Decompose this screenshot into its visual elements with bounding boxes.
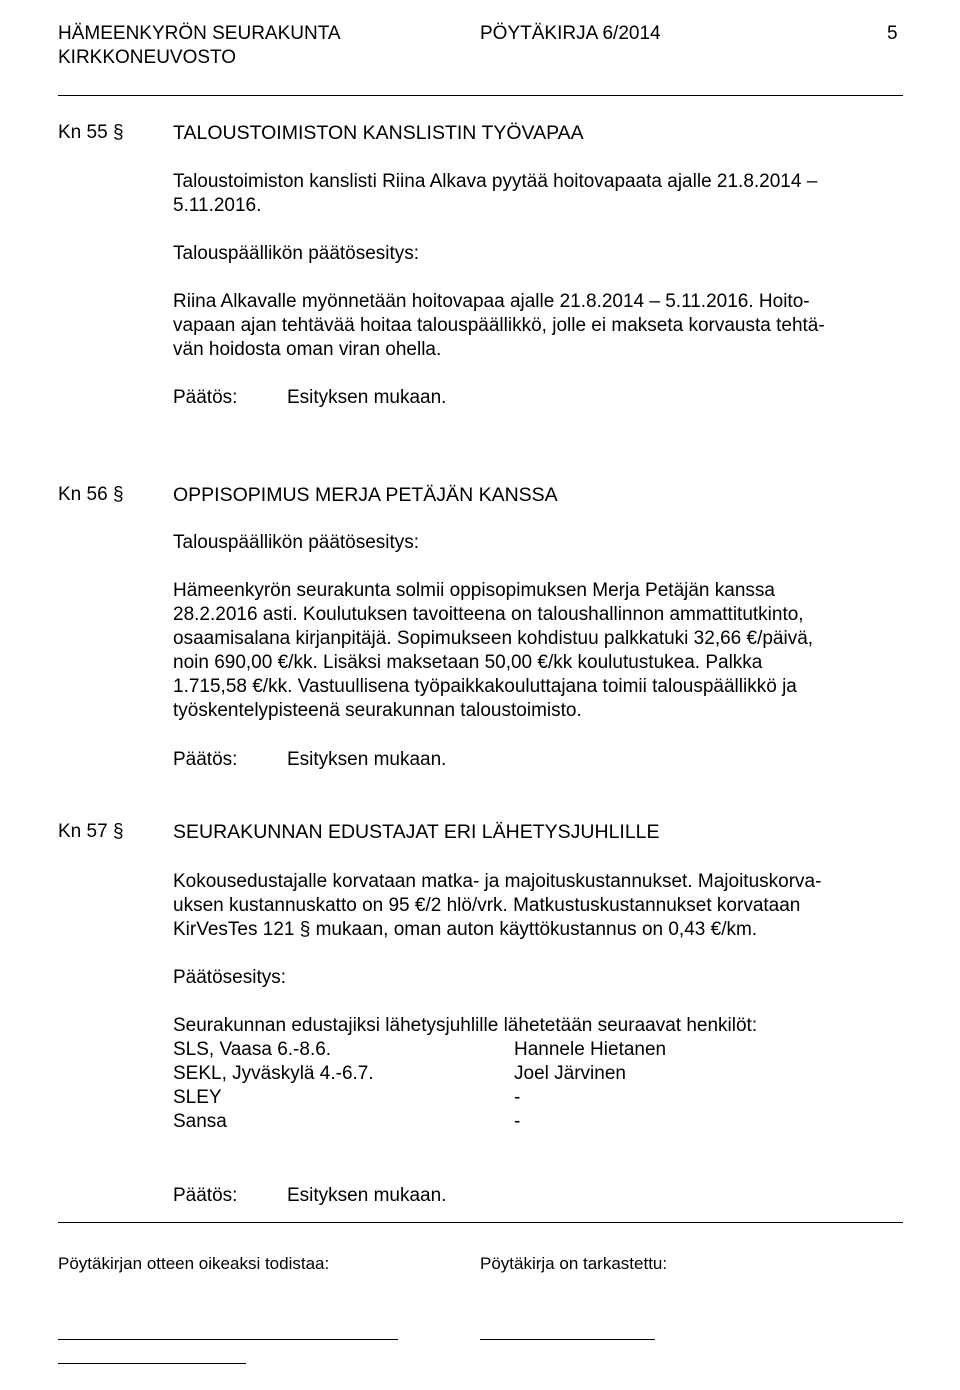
signature-line <box>58 1339 398 1340</box>
event-name: SLEY <box>173 1087 222 1108</box>
section-intro: Kokousedustajalle korvataan matka- ja majoituskustannukset. Majoituskorva- uksen kustannuskatto on 95 €/2 hlö/vrk. Matkustuskustannukset korvataan KirVesTes 121 § mukaan, oman auton käyttökustannus on 0,43 €/km. <box>173 871 822 940</box>
proposal-lead: Seurakunnan edustajiksi lähetysjuhlille lähetetään seuraavat henkilöt: <box>173 1015 758 1036</box>
signature-line <box>480 1339 655 1340</box>
section-intro: Taloustoimiston kanslisti Riina Alkava pyytää hoitovapaata ajalle 21.8.2014 – 5.11.2016. <box>173 171 818 216</box>
section-number: Kn 56 § <box>58 484 124 505</box>
header-document: PÖYTÄKIRJA 6/2014 <box>480 23 661 44</box>
event-name: Sansa <box>173 1111 227 1132</box>
signature-line <box>58 1363 246 1364</box>
certify-label: Pöytäkirjan otteen oikeaksi todistaa: <box>58 1254 330 1273</box>
header-page-number: 5 <box>887 23 898 44</box>
section-title: SEURAKUNNAN EDUSTAJAT ERI LÄHETYSJUHLILLE <box>173 821 660 843</box>
decision-label: Päätös: <box>173 749 238 770</box>
event-name: SEKL, Jyväskylä 4.-6.7. <box>173 1063 374 1084</box>
decision-text: Esityksen mukaan. <box>287 749 447 770</box>
proposal-label: Talouspäällikön päätösesitys: <box>173 532 420 553</box>
event-name: SLS, Vaasa 6.-8.6. <box>173 1039 332 1060</box>
footer-rule <box>58 1222 903 1223</box>
header-body: KIRKKONEUVOSTO <box>58 47 237 68</box>
section-title: OPPISOPIMUS MERJA PETÄJÄN KANSSA <box>173 484 558 506</box>
paragraph-sign-icon: § <box>112 484 124 505</box>
proposal-text: Riina Alkavalle myönnetään hoitovapaa ajalle 21.8.2014 – 5.11.2016. Hoito- vapaan ajan tehtävää hoitaa talouspäällikkö, jolle ei makseta korvausta tehtä- vän hoidosta oman viran ohella. <box>173 291 825 360</box>
event-person: - <box>514 1111 521 1132</box>
header-organization: HÄMEENKYRÖN SEURAKUNTA <box>58 23 341 44</box>
paragraph-sign-icon: § <box>112 821 124 842</box>
section-number: Kn 57 § <box>58 821 124 842</box>
checked-label: Pöytäkirja on tarkastettu: <box>480 1254 668 1273</box>
paragraph-sign-icon: § <box>112 122 124 143</box>
decision-text: Esityksen mukaan. <box>287 1185 447 1206</box>
section-number: Kn 55 § <box>58 122 124 143</box>
decision-label: Päätös: <box>173 387 238 408</box>
header-rule <box>58 95 903 96</box>
proposal-text: Hämeenkyrön seurakunta solmii oppisopimuksen Merja Petäjän kanssa 28.2.2016 asti. Koulutuksen tavoitteena on taloushallinnon ammattitutkinto, osaamisalana kirjanpitäjä. Sopimukseen kohdistuu palkkatuki 32,66 €/päivä, noin 690,00 €/kk. Lisäksi maksetaan 50,00 €/kk koulutustukea. Palkka 1.715,58 €/kk. Vastuullisena työpaikkakouluttajana toimii talouspäällikkö ja työskentelypisteenä seurakunnan taloustoimisto. <box>173 580 814 721</box>
decision-label: Päätös: <box>173 1185 238 1206</box>
proposal-label: Talouspäällikön päätösesitys: <box>173 243 420 264</box>
event-person: Hannele Hietanen <box>514 1039 667 1060</box>
section-title: TALOUSTOIMISTON KANSLISTIN TYÖVAPAA <box>173 122 584 144</box>
event-person: Joel Järvinen <box>514 1063 626 1084</box>
event-person: - <box>514 1087 521 1108</box>
decision-text: Esityksen mukaan. <box>287 387 447 408</box>
proposal-label: Päätösesitys: <box>173 967 286 988</box>
